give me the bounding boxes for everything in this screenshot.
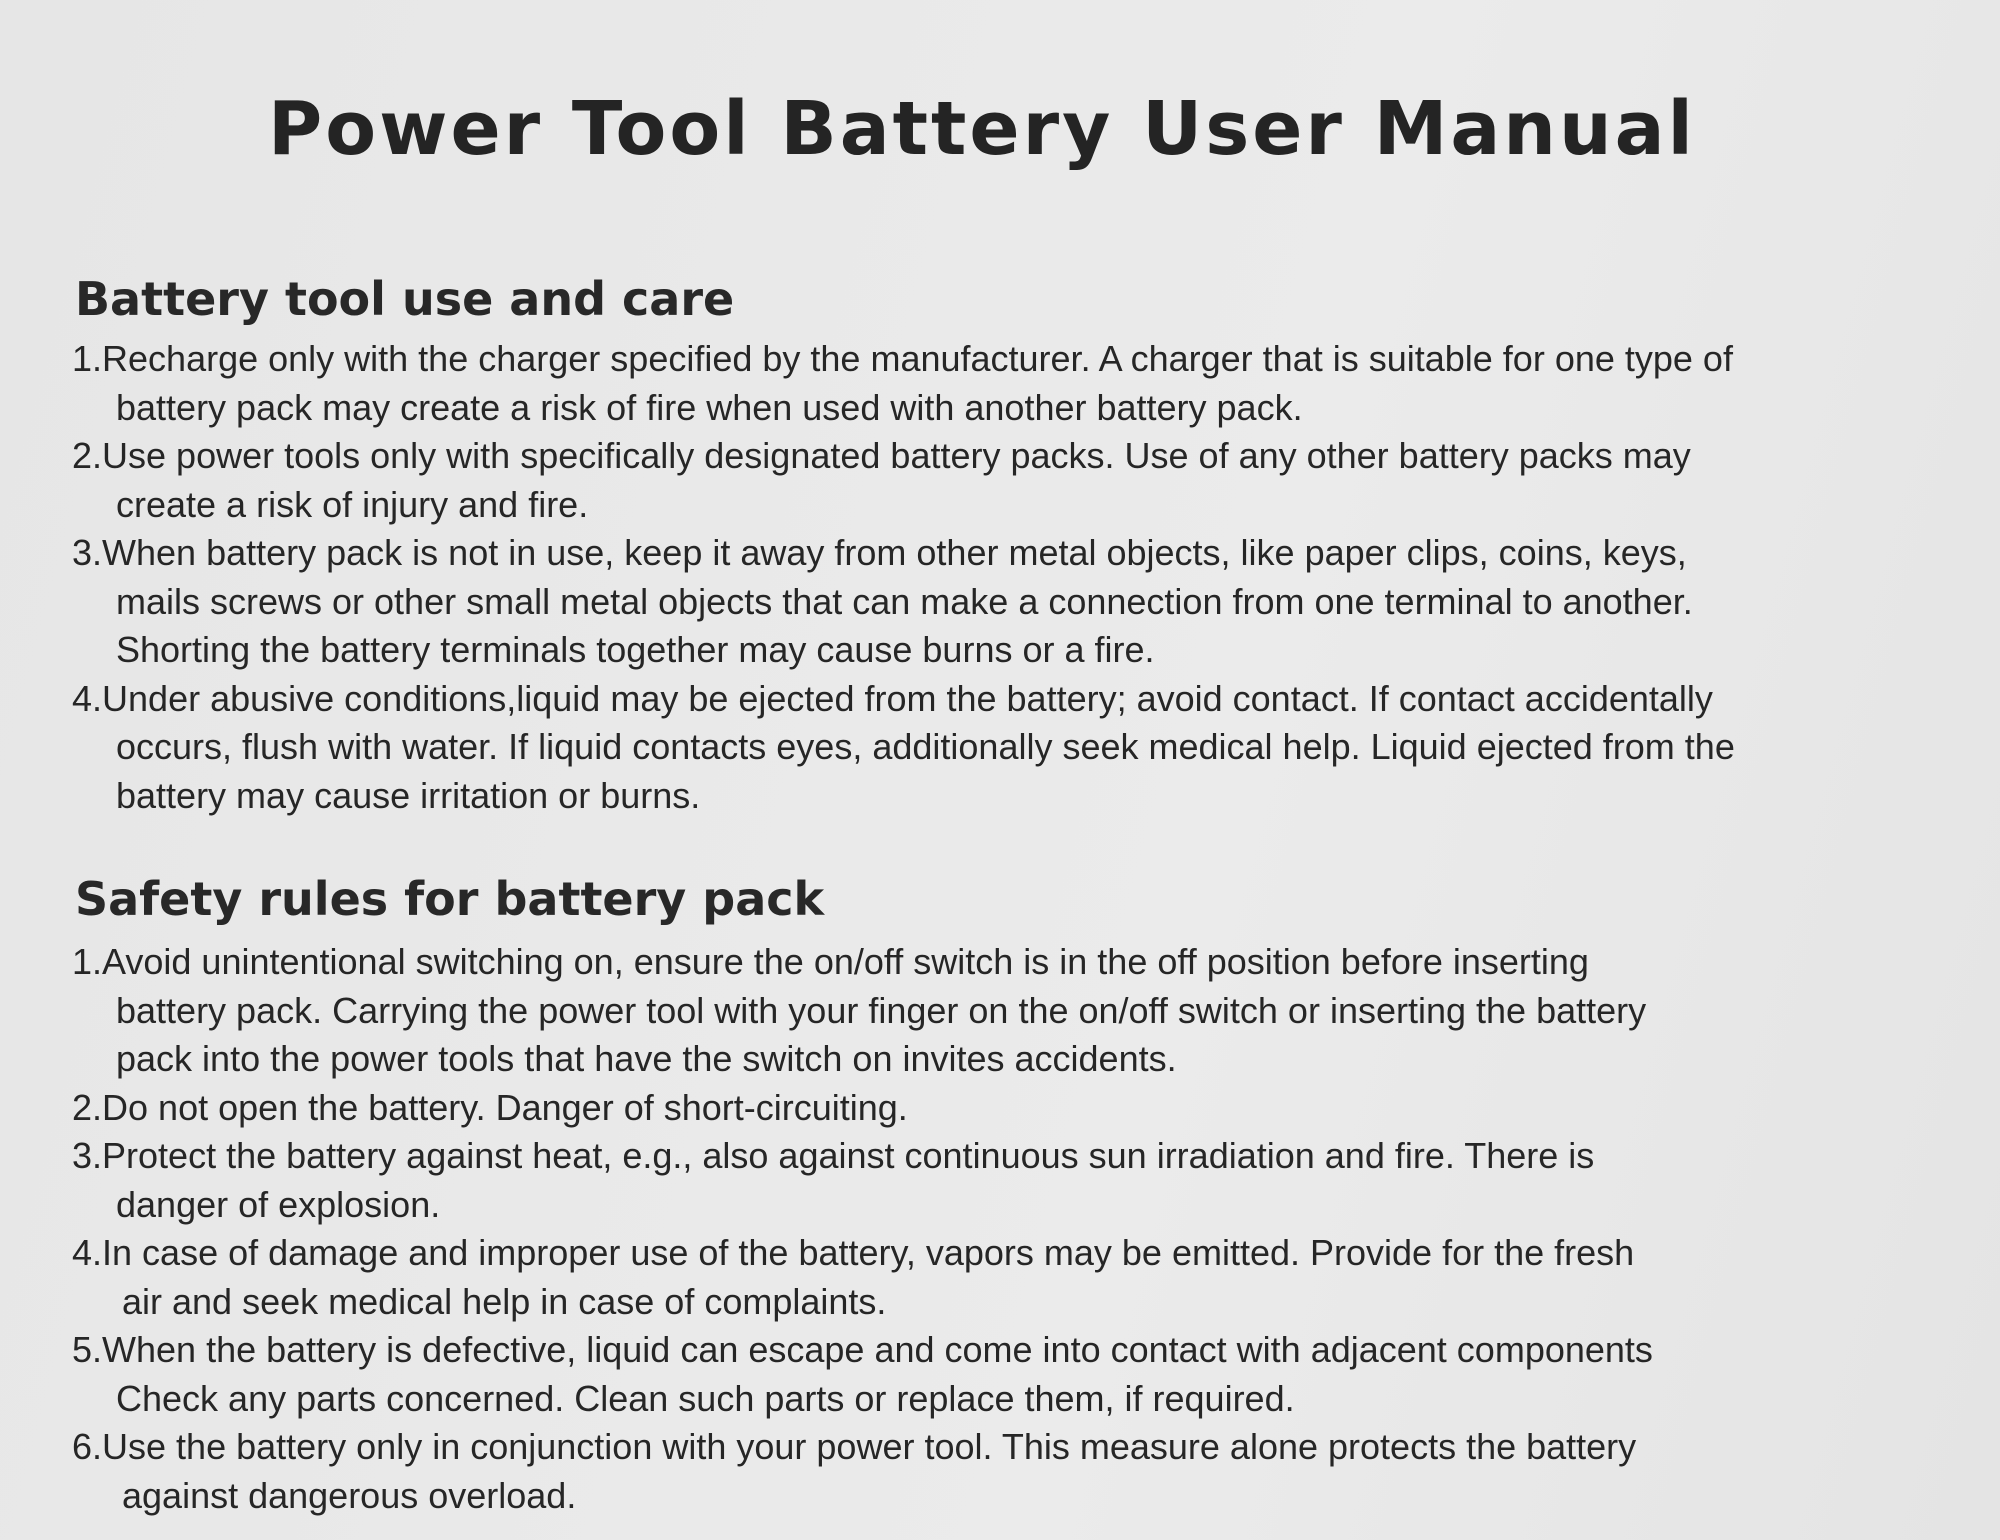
list-item-line: occurs, flush with water. If liquid contacts eyes, additionally seek medical help. Liquid ejected from the [116,726,1735,767]
list-item-line: 1.Avoid unintentional switching on, ensure the on/off switch is in the off position before inserting [72,941,1589,982]
section-heading-use-and-care: Battery tool use and care [75,272,735,326]
list-item-line: battery pack may create a risk of fire when used with another battery pack. [116,386,1303,428]
list-item-line: 2.Do not open the battery. Danger of short-circuiting. [72,1086,908,1128]
list-item-line: 2.Use power tools only with specifically designated battery packs. Use of any other battery packs may [72,435,1691,476]
list-item [72,335,1942,432]
list-item-line: 3.Protect the battery against heat, e.g., also against continuous sun irradiation and fire. There is [72,1135,1595,1176]
list-item-line: battery pack. Carrying the power tool with your finger on the on/off switch or inserting the battery [116,989,1647,1031]
list-item [72,1423,1942,1520]
list-item-line: 4.Under abusive conditions,liquid may be ejected from the battery; avoid contact. If contact accidentally [72,677,1713,719]
list-item-line: mails screws or other small metal objects that can make a connection from one terminal to another. [116,580,1693,622]
page-title: Power Tool Battery User Manual [268,86,1696,172]
list-item [72,432,1942,529]
list-item [72,1326,1942,1423]
list-item-line: 5.When the battery is defective, liquid can escape and come into contact with adjacent components [72,1329,1653,1370]
list-item [72,1084,1942,1133]
safety-rules-list [72,938,1942,1520]
list-item-line: 6.Use the battery only in conjunction with your power tool. This measure alone protects the battery [72,1426,1637,1467]
list-item [72,675,1942,821]
list-item-line: 3.When battery pack is not in use, keep it away from other metal objects, like paper clips, coins, keys, [72,532,1687,573]
list-item-line: danger of explosion. [116,1183,441,1225]
list-item-line: air and seek medical help in case of complaints. [122,1280,887,1322]
list-item-line: against dangerous overload. [122,1474,577,1516]
section-heading-safety-rules: Safety rules for battery pack [75,872,825,926]
use-and-care-list [72,335,1942,820]
list-item [72,1229,1942,1326]
list-item-line: 1.Recharge only with the charger specified by the manufacturer. A charger that is suitable for one type of [72,338,1733,379]
list-item [72,529,1942,675]
list-item-line: Shorting the battery terminals together may cause burns or a fire. [116,629,1155,670]
list-item [72,938,1942,1084]
list-item-line: battery may cause irritation or burns. [116,774,701,816]
list-item-line: 4.In case of damage and improper use of the battery, vapors may be emitted. Provide for the fresh [72,1232,1635,1273]
list-item-line: create a risk of injury and fire. [116,483,589,525]
list-item-line: pack into the power tools that have the switch on invites accidents. [116,1038,1177,1079]
list-item [72,1132,1942,1229]
list-item-line: Check any parts concerned. Clean such parts or replace them, if required. [116,1377,1295,1419]
